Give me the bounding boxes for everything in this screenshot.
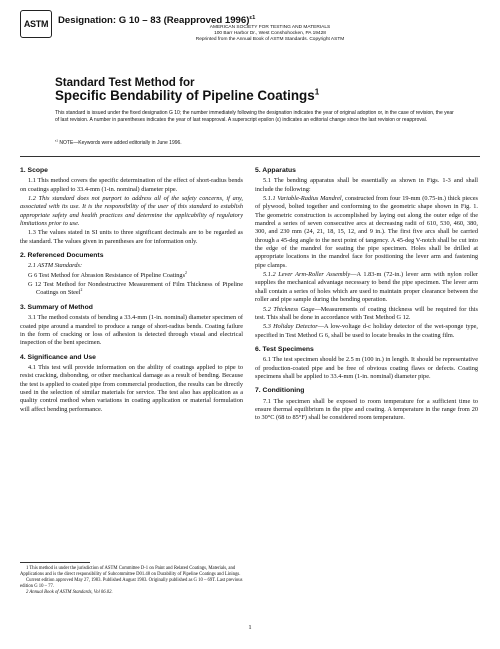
header-divider: [20, 156, 480, 157]
title-line-2: Specific Bendability of Pipeline Coatings$^1$: [55, 87, 320, 103]
paragraph: 1.2 This standard does not purport to address all of the safety concerns, if any, associated with its use. It is the responsibility of the user of this standard to establish appropriate safety and health practices and determine the applicability of regulatory limitations prior to use.: [20, 195, 243, 228]
section-heading: 3. Summary of Method: [20, 303, 93, 311]
section-heading: 4. Significance and Use: [20, 353, 96, 361]
paragraph: 5.3 Holiday Detector—A low-voltage d-c holiday detector of the wet-sponge type, specified in Test Method G 6, shall be used to locate breaks in the coating film.: [255, 323, 478, 339]
publisher-line: AMERICAN SOCIETY FOR TESTING AND MATERIALS: [209, 25, 331, 30]
document-title: [55, 76, 319, 102]
left-column: [20, 167, 243, 415]
paragraph: 5.1.1 Variable-Radius Mandrel, constructed from four 19-mm (0.75-in.) thick pieces of plywood, bolted together and conforming to the geometric shape shown in Fig. 1. The geometric construction is accomplished by laying out along the outer edge of the mandrel a series of seven consecutive arcs at decreasing radii of 610, 530, 460, 380, 300, and 230 mm (24, 21, 18, 15, 12, and 9 in.). The first five arcs shall be carried through a 45-deg angle to the next point of tangency. A 45-deg V-notch shall be cut into the edge of the mandrel for seating the pipe specimen. Holes shall be drilled at appropriate locations in the mandrel face for positioning the lever arm and fastening pipe clamps.: [255, 195, 478, 269]
designation: Designation: G 10 – 83 (Reapproved 1996)$^{\varepsilon 1}$: [58, 14, 256, 26]
paragraph: 5.2 Thickness Gage—Measurements of coating thickness will be required for this test. This shall be done in accordance with Test Method G 12.: [255, 305, 479, 321]
publisher-block: [150, 25, 390, 44]
reference-item: G 6 Test Method for Abrasion Resistance of Pipeline Coatings$^2$: [28, 270, 187, 279]
astm-logo: ASTM: [20, 10, 52, 38]
reference-item: G 12 Test Method for Nondestructive Measurement of Film Thickness of Pipeline Coatings on Steel$^2$: [28, 281, 243, 297]
paragraph: 3.1 The method consists of bending a 33.4-mm (1-in. nominal) diameter specimen of coated pipe around a mandrel to produce a range of short-radius bends. Coating failure in the form of cracking or loss of adhesion is detected through visual and electrical inspection of the bent specimen.: [20, 314, 243, 347]
paragraph: 5.1.2 Lever Arm-Roller Assembly—A 1.83-m (72-in.) lever arm with nylon roller supplies the mechanical advantage necessary to bend the pipe specimen. The lever arm shall contain a series of holes which are used to maintain proper clearance between the roller and pipe sample during the bending operation.: [255, 271, 479, 304]
editorial-note: $^{\varepsilon 1}$ NOTE—Keywords were added editorially in June 1996.: [55, 138, 182, 146]
page-number: 1: [248, 624, 252, 631]
publisher-line: 100 Barr Harbor Dr., West Conshohocken, PA 19428: [214, 31, 326, 37]
paragraph: 4.1 This test will provide information on the ability of coatings applied to pipe to resist cracking, disbonding, or other mechanical damage as a result of bending. Because the test is applied to coated pipe from commercial production, the results can be directly used in the selection of similar materials for service. The test also has application as a quality control method when variations in coating application or material formulation will affect bending performance.: [20, 363, 243, 413]
issuance-statement: This standard is issued under the fixed designation G 10; the number immediately following the designation indicates the year of original adoption or, in the case of revision, the year of last revision. A number in parentheses indicates the year of last reapproval. A superscript epsilon (ε) indicates an editorial change since the last revision or reapproval.: [55, 110, 454, 123]
section-heading: 1. Scope: [20, 167, 48, 174]
right-column: [255, 167, 478, 424]
footnotes: [20, 562, 243, 596]
section-heading: 7. Conditioning: [255, 387, 305, 395]
paragraph: 7.1 The specimen shall be exposed to room temperature for a sufficient time to ensure thermal equilibrium in the pipe and coating. A temperature in the range from 20 to 30°C (68 to 85°F) shall be considered room temperature.: [255, 397, 478, 422]
paragraph: 2.1 ASTM Standards:: [28, 262, 83, 270]
section-heading: 5. Apparatus: [255, 167, 296, 174]
footnote: 1 This method is under the jurisdiction of ASTM Committee D-1 on Paint and Related Coatings, Materials, and Applications and is the direct responsibility of Subcommittee D01.48 on Durability of Pipeline Coatings and Linings.: [20, 566, 241, 577]
title-line-1: Standard Test Method for: [55, 76, 195, 89]
paragraph: 6.1 The test specimen should be 2.5 m (100 in.) in length. It should be representative of production-coated pipe and be free of obvious coating flaws or defects. Coating specimens shall be applied to 33.4-mm (1-in. nominal) diameter pipe.: [255, 356, 478, 380]
paragraph: 1.1 This method covers the specific determination of the effect of short-radius bends on coatings applied to 33.4-mm (1-in. nominal) diameter pipe.: [20, 177, 243, 193]
paragraph: 1.3 The values stated in SI units to three significant decimals are to be regarded as the standard. The values given in parentheses are for information only.: [20, 229, 243, 245]
publisher-line: Reprinted from the Annual Book of ASTM Standards. Copyright ASTM: [195, 37, 345, 43]
footnote: Current edition approved May 27, 1983. Published August 1983. Originally published as G 10 – 69T. Last previous edition G 10 – 77.: [20, 577, 243, 589]
footnote: 2 Annual Book of ASTM Standards, Vol 06.02.: [26, 589, 113, 595]
footnote-divider: [20, 562, 90, 563]
paragraph: 5.1 The bending apparatus shall be essentially as shown in Figs. 1-3 and shall include the following:: [255, 177, 478, 193]
section-heading: 2. Referenced Documents: [20, 252, 104, 260]
section-heading: 6. Test Specimens: [255, 345, 314, 353]
